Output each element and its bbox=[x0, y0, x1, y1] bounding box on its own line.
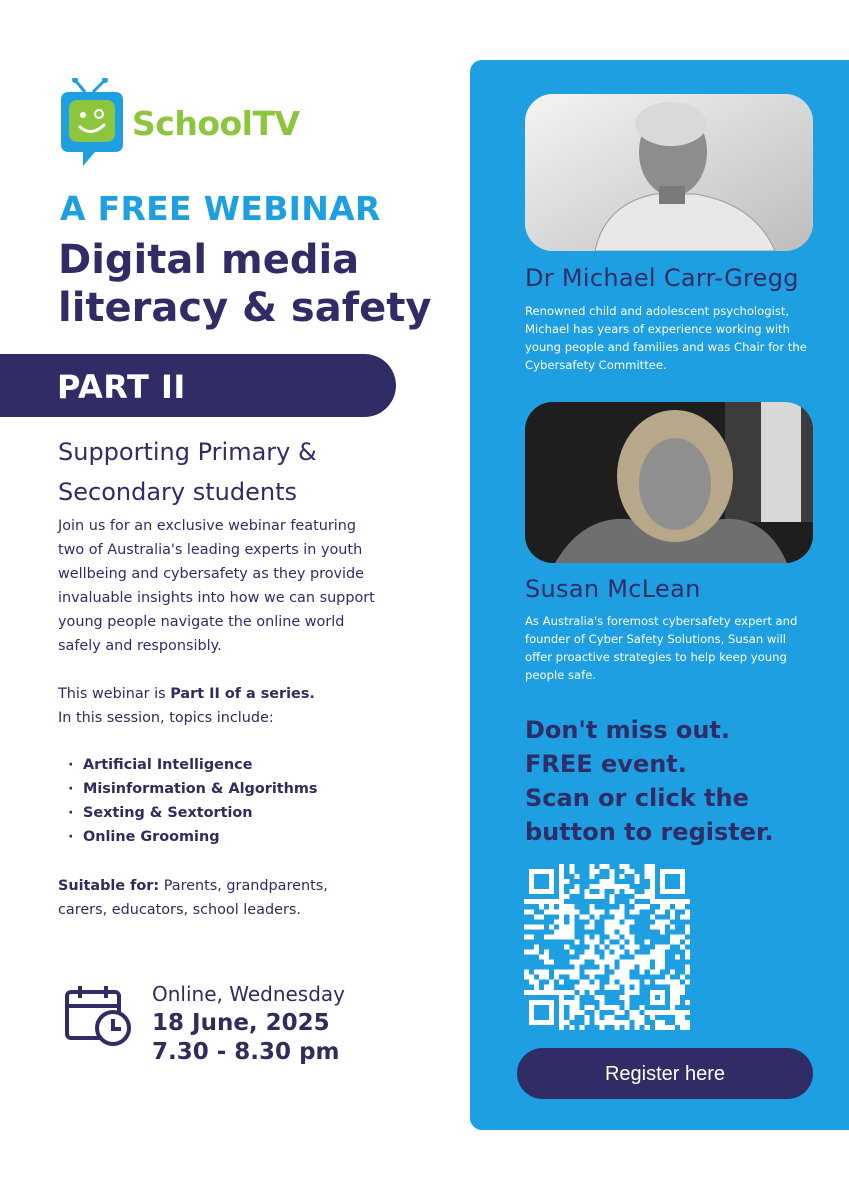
qr-code-icon[interactable] bbox=[524, 864, 690, 1030]
speaker-bio-michael: Renowned child and adolescent psychologist, Michael has years of experience working with young people and families and was Chair for the Cybersafety Committee. bbox=[525, 304, 807, 372]
page-title: Digital media literacy & safety bbox=[58, 237, 432, 331]
speaker-name-michael: Dr Michael Carr-Gregg bbox=[525, 264, 799, 292]
tv-icon bbox=[61, 78, 123, 166]
list-item: · Online Grooming bbox=[68, 829, 220, 845]
subtitle: Supporting Primary & Secondary students bbox=[58, 438, 317, 506]
calendar-clock-icon bbox=[64, 984, 134, 1048]
webinar-kicker: A FREE WEBINAR bbox=[60, 189, 381, 228]
logo-wordmark: SchoolTV bbox=[132, 104, 300, 143]
register-button[interactable]: Register here bbox=[517, 1048, 813, 1099]
event-location-day: Online, Wednesday bbox=[152, 982, 346, 1006]
suitable-for bbox=[58, 874, 348, 922]
series-prefix: This webinar is bbox=[58, 686, 171, 702]
list-item: · Sexting & Sextortion bbox=[68, 805, 253, 821]
suitable-text: Parents, grandparents, carers, educators, school leaders. bbox=[58, 878, 328, 918]
series-note bbox=[58, 682, 315, 706]
list-item: · Misinformation & Algorithms bbox=[68, 781, 318, 797]
speaker-bio-susan: As Australia's foremost cybersafety expert and founder of Cyber Safety Solutions, Susan will offer proactive strategies to help keep young people safe. bbox=[525, 614, 798, 682]
topics-list bbox=[68, 753, 317, 849]
series-emphasis: Part II of a series. bbox=[170, 686, 315, 702]
intro-paragraph: Join us for an exclusive webinar featuring two of Australia's leading experts in youth wellbeing and cybersafety as they provide invaluable insights into how we can support young people navigate the online world safely and responsibly. bbox=[58, 518, 375, 654]
suitable-label: Suitable for: bbox=[58, 878, 160, 894]
speaker-photo-michael bbox=[525, 94, 813, 251]
part-label: PART II bbox=[57, 368, 186, 406]
list-item: · Artificial Intelligence bbox=[68, 757, 253, 773]
cta-text: Don't miss out. FREE event. Scan or click the button to register. bbox=[525, 716, 774, 846]
speaker-name-susan: Susan McLean bbox=[525, 575, 701, 603]
speaker-photo-susan bbox=[525, 402, 813, 563]
event-date: 18 June, 2025 bbox=[152, 1010, 330, 1036]
session-intro: In this session, topics include: bbox=[58, 710, 274, 726]
event-time: 7.30 - 8.30 pm bbox=[152, 1039, 340, 1065]
